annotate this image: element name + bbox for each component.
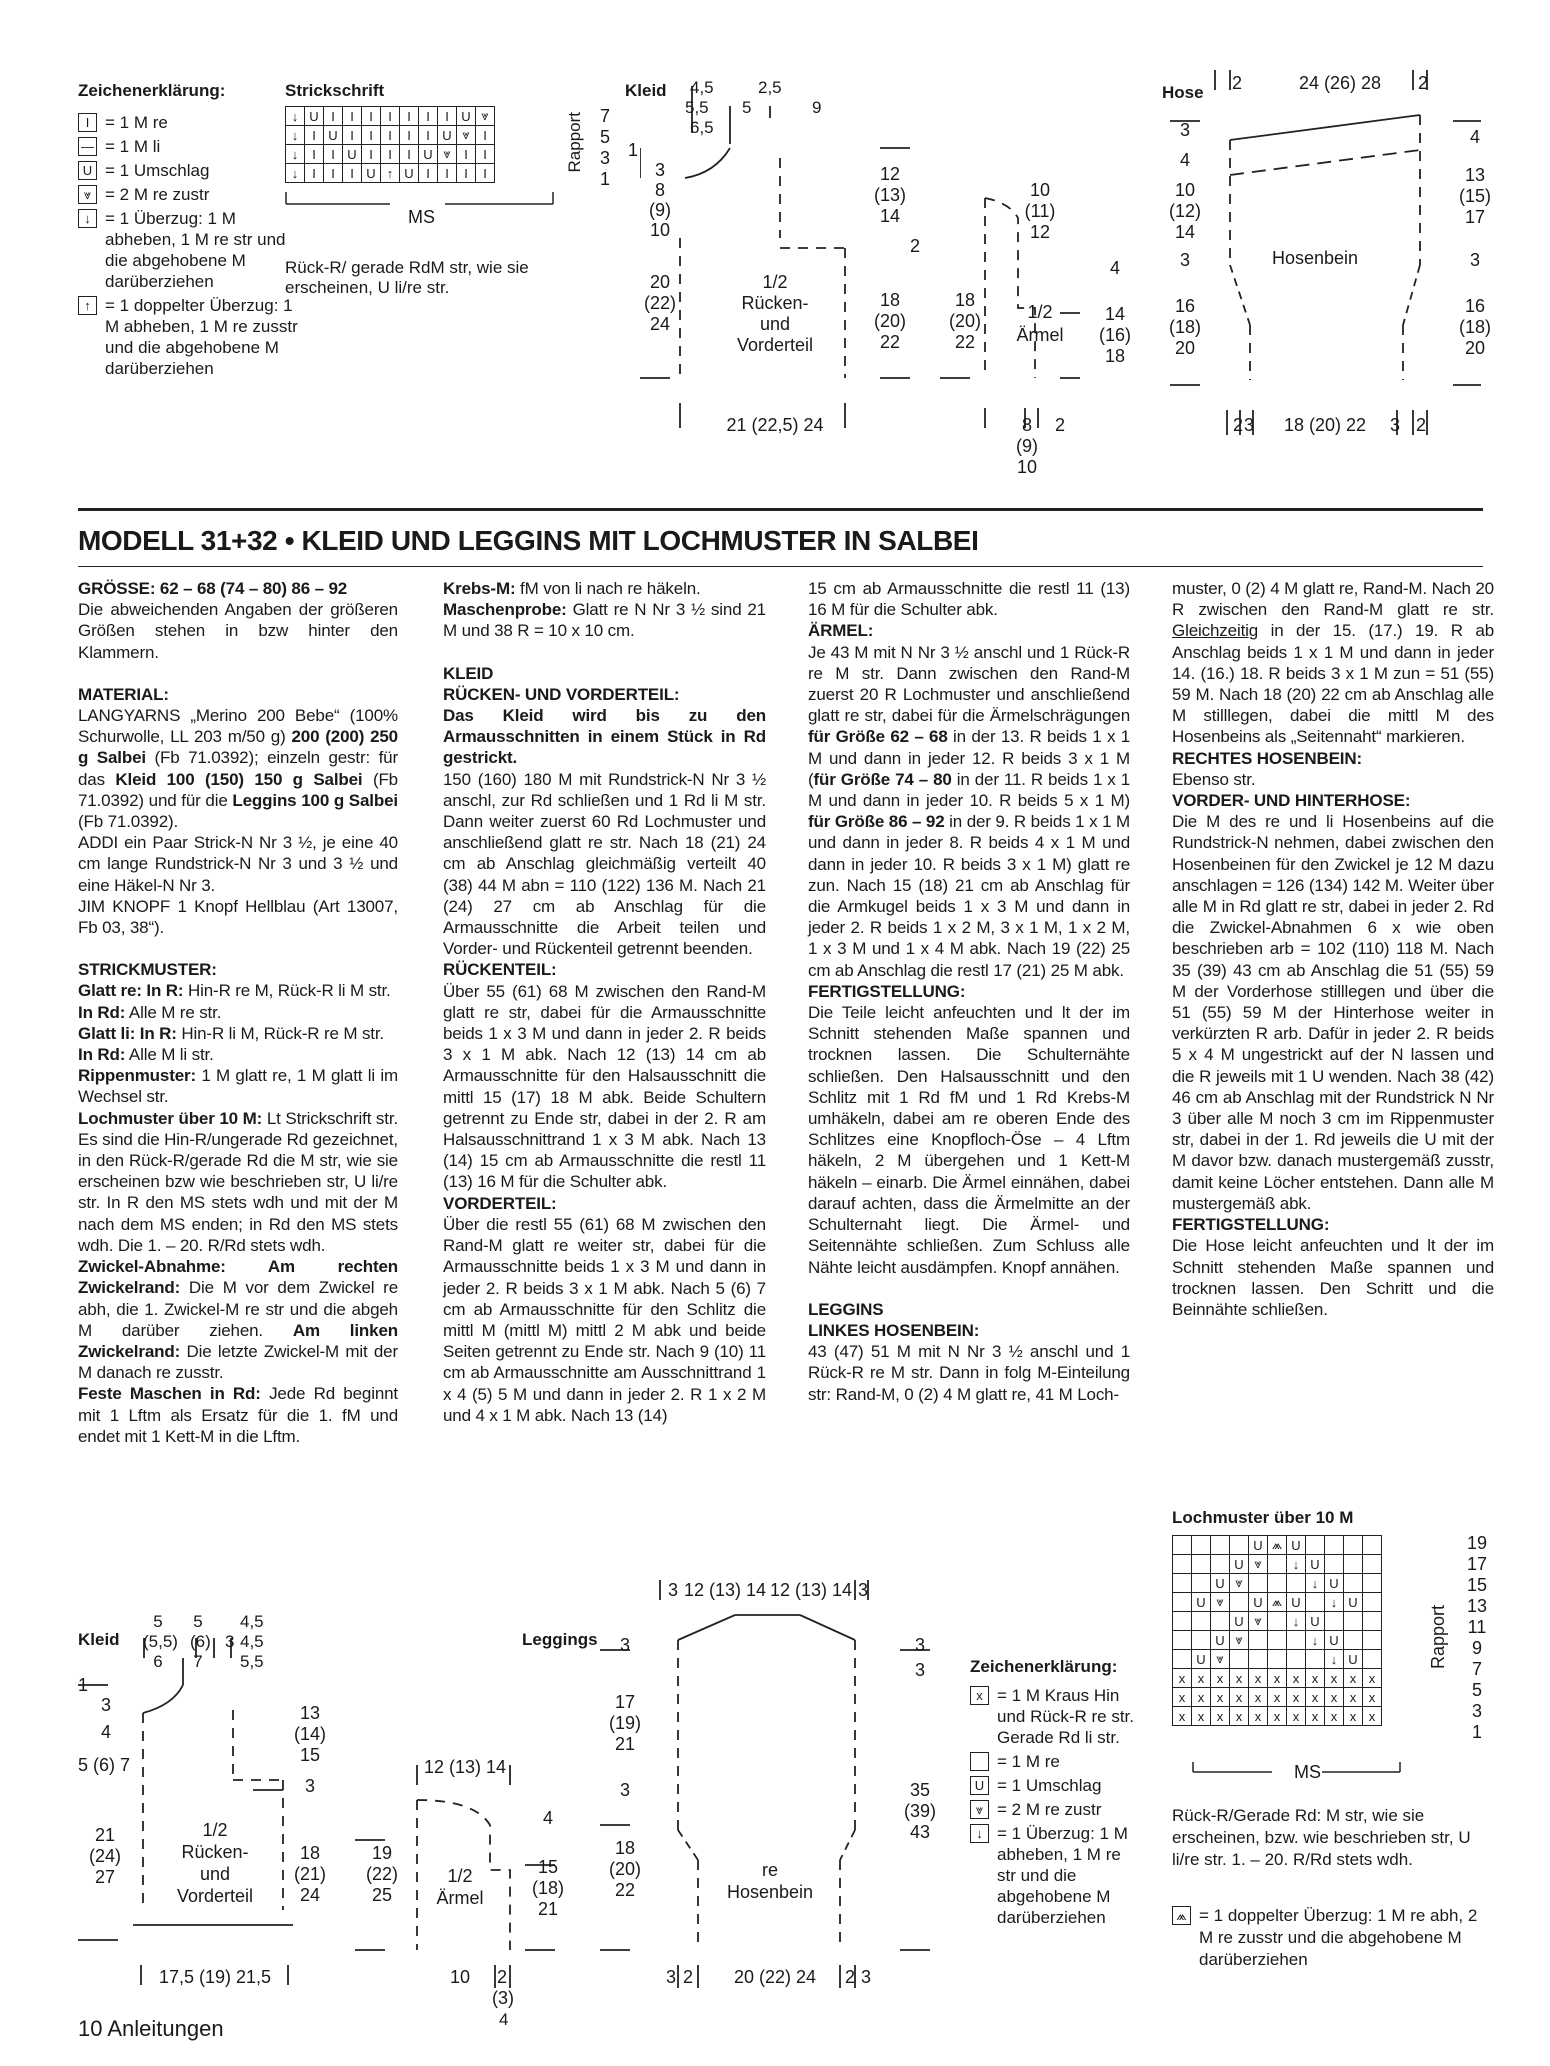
rapport-label-2: Rapport <box>1428 1605 1448 1670</box>
lochmuster-chart: U ⩕ U U ⩔ ↓ U U ⩔ ↓ U U ⩔ U ⩕ U ↓ U U ⩔ ↓ U U ⩔ ↓ U U ⩔ ↓ U x x x x x x x x x x x x x x x x x x x x x x x x x x x x x x x x x <box>1172 1535 1382 1726</box>
legend-title-2: Zeichenerklärung: <box>970 1657 1118 1676</box>
page-footer: 10 Anleitungen <box>78 2016 224 2041</box>
top-hose-schematic <box>1165 65 1485 475</box>
strickschrift-chart: ↓ U I I I I I I I U ⩔ ↓ I U I I I I I U ⩔ I ↓ I I U I I I U ⩔ I I ↓ I I I U ↑ U I I I I <box>285 106 495 183</box>
purl-symbol-icon: — <box>78 137 97 156</box>
row-numbers-2: 19 17 15 13 11 9 7 5 3 1 <box>1466 1533 1488 1742</box>
garter-symbol-icon: x <box>970 1686 989 1705</box>
knit-symbol-icon: I <box>78 113 97 132</box>
legend-text: = 1 M re <box>105 113 168 132</box>
yarn-over-symbol-icon: U <box>970 1776 989 1795</box>
legend-text: = 2 M re zustr <box>105 185 210 204</box>
strickschrift-note: Rück-R/ gerade RdM str, wie sie erscheinen, U li/re str. <box>285 258 529 297</box>
legend-list-2: x = 1 M Kraus Hin und Rück-R re str. Gerade Rd li str. = 1 M re U = 1 Umschlag ⩔ = 2 M re zustr ↓ = 1 Überzug: 1 M abheben, 1 M re str und die abgehobene M darüberziehen <box>970 1685 1140 1931</box>
k2tog-symbol-icon: ⩔ <box>970 1800 989 1819</box>
skpo-symbol-icon: ↓ <box>78 209 97 228</box>
double-decrease-symbol-icon: ↑ <box>78 296 97 315</box>
hose-label: Hose <box>1162 83 1204 102</box>
skpo-symbol-icon: ↓ <box>970 1824 989 1843</box>
double-decrease-note: ⩕ = 1 doppelter Überzug: 1 M re abh, 2 M re zusstr und die abgehobene M darüberziehen <box>1172 1905 1494 1971</box>
legend-text: = 1 doppelter Überzug: 1 M abheben, 1 M re zusstr und die abgehobene M darüberziehen <box>105 296 298 378</box>
text-column-1: GRÖSSE: 62 – 68 (74 – 80) 86 – 92 Die abweichenden Angaben der größeren Größen stehen in bzw hinter den Klammern. MATERIAL: LANGYARNS „Merino 200 Bebe“ (100% Schurwolle, LL 203 m/50 g) 200 (200) 250 g Salbei (Fb 71.0392); einzeln gestr: für das Kleid 100 (150) 150 g Salbei (Fb 71.0392) und für die Leggins 100 g Salbei (Fb 71.0392). ADDI ein Paar Strick-N Nr 3 ½, je eine 40 cm lange Rundstrick-N Nr 3 und 3 ½ und eine Häkel-N Nr 3. JIM KNOPF 1 Knopf Hellblau (Art 13007, Fb 03, 38“). STRICKMUSTER: Glatt re: In R: Hin-R re M, Rück-R li M str. In Rd: Alle M re str. Glatt li: In R: Hin-R li M, Rück-R re M str. In Rd: Alle M li str. Rippenmuster: 1 M glatt re, 1 M glatt li im Wechsel str. Lochmuster über 10 M: Lt Strickschrift str. Es sind die Hin-R/ungerade Rd gezeichnet, in den Rück-R/gerade Rd die M str, wie sie erscheinen bzw wie beschrieben str, U li/re str. In R den MS stets wdh und mit der M nach dem MS enden; in Rd den MS stets wdh. Die 1. – 20. R/Rd stets wdh. Zwickel-Abnahme: Am rechten Zwickelrand: Die M vor dem Zwickel re abh, die 1. Zwickel-M re str und die abgeh M darüber ziehen. Am linken Zwickelrand: Die letzte Zwickel-M mit der M danach re zusstr. Feste Maschen in Rd: Jede Rd beginnt mit 1 Lftm als Ersatz für die 1. fM und endet mit 1 Kett-M in die Lftm. <box>78 579 399 1446</box>
double-decrease-symbol-icon: ⩕ <box>1172 1906 1191 1925</box>
strickschrift-title: Strickschrift <box>285 81 385 100</box>
k2tog-symbol-icon: ⩔ <box>78 185 97 204</box>
legend-text: = 1 Umschlag <box>105 161 210 180</box>
legend-list <box>78 112 308 382</box>
text-column-3: 15 cm ab Armausschnitte die restl 11 (13) 16 M für die Schulter abk. ÄRMEL: Je 43 M mit N Nr 3 ½ anschl und 1 Rück-R re M str. Dann zwischen den Rand-M zuerst 20 R Lochmuster und anschließend glatt re str, dabei für die Ärmelschrägungen für Größe 62 – 68 in der 13. R beids 1 x 1 M und dann in jeder 12. R beids 3 x 1 M (für Größe 74 – 80 in der 11. R beids 1 x 1 M und dann in jeder 10. R beids 5 x 1 M) für Größe 86 – 92 in der 9. R beids 1 x 1 M und dann in jeder 8. R beids 4 x 1 M und dann in jeder 10. R beids 3 x 1 M) glatt re zun. Nach 15 (18) 21 cm ab Anschlag für die Armkugel beids 1 x 3 M und dann in jeder 2. R beids 1 x 2 M, 3 x 1 M, 1 x 2 M, 1 x 3 M und 1 x 4 M abk. Nach 19 (22) 25 cm ab Anschlag die restl 17 (21) 25 M abk. FERTIGSTELLUNG: Die Teile leicht anfeuchten und lt der im Schnitt stehenden Maße spannen und trocknen lassen. Die Schulternähte schließen. Den Halsausschnitt und den Schlitz mit 1 Rd fM und 1 Rd Krebs-M umhäkeln, dabei am re oberen Ende des Schlitzes eine Knopfloch-Öse – 4 Lftm häkeln, 2 M übergehen und 1 Kett-M häkeln – einarb. Die Ärmel einnähen, dabei darauf achten, dass die Ärmelmitte an der Schulternaht liegt. Die Ärmel- und Seitennähte schließen. Zum Schluss alle Nähte leicht ausdämpfen. Knopf annähen. LEGGINS LINKES HOSENBEIN: 43 (47) 51 M mit N Nr 3 ½ anschl und 1 Rück-R re M str. Dann in folg M-Einteilung str: Rand-M, 0 (2) 4 M glatt re, 41 M Loch- <box>808 579 1131 1404</box>
text-column-4: muster, 0 (2) 4 M glatt re, Rand-M. Nach 20 R zwischen den Rand-M glatt re str. Gleichzeitig in der 15. (17.) 19. R ab Anschlag beids 1 x 1 M und dann in jeder 14. (16.) 18. R beids 3 x 1 M zun = 51 (55) 59 M. Nach 18 (20) 22 cm ab Anschlag alle M stilllegen, dabei die mittl M des Hosenbeins als „Seitennaht“ markieren. RECHTES HOSENBEIN: Ebenso str. VORDER- UND HINTERHOSE: Die M des re und li Hosenbeins auf die Rundstrick-N nehmen, dabei zwischen den Hosenbeinen für den Zwickel je 12 M dazu anschlagen = 126 (134) 142 M. Weiter über alle M in Rd glatt re str, dabei in jeder 2. Rd die Zwickel-Abnahmen 6 x wie oben beschrieben arb = 102 (110) 118 M. Nach 35 (39) 43 cm ab Anschlag die 51 (55) 59 M der Vorderhose stilllegen und über die 51 (55) 59 M der Hinterhose weiter in verkürzten R arb. Dafür in jeder 2. R beids 5 x 4 M ungestrickt auf der N lassen und die R jeweils mit 1 U wenden. Nach 38 (42) 46 cm ab Anschlag mit der Rundstrick N Nr 3 über alle M noch 3 cm im Rippenmuster str, dabei in der 1. Rd jeweils die U mit der M davor bzw. danach mustergemäß zusstr, damit keine Löcher entstehen. Dann alle M mustergemäß abk. FERTIGSTELLUNG: Die Hose leicht anfeuchten und lt der im Schnitt stehenden Maße spannen und trocknen lassen. Den Schritt und die Beinnähte schließen. <box>1172 579 1494 1319</box>
knit-symbol-icon <box>970 1752 989 1771</box>
legend-title: Zeichenerklärung: <box>78 81 226 100</box>
row-numbers: 7 5 3 1 <box>600 106 611 189</box>
rapport-label: Rapport <box>565 112 584 173</box>
page-title: MODELL 31+32 • KLEID UND LEGGINS MIT LOCHMUSTER IN SALBEI <box>78 508 1483 567</box>
lochmuster-note: Rück-R/Gerade Rd: M str, wie sie erscheinen, bzw. wie beschrieben str, U li/re str. 1. – 20. R/Rd stets wdh. <box>1172 1806 1471 1869</box>
legend-text: = 1 Überzug: 1 M abheben, 1 M re str und die abgehobene M darüberziehen <box>105 209 286 291</box>
legend-text: = 1 M li <box>105 137 161 156</box>
lochmuster-title: Lochmuster über 10 M <box>1172 1508 1354 1527</box>
leggings-label: Leggings <box>522 1630 598 1649</box>
ms-label-2: MS <box>1294 1762 1321 1782</box>
kleid-label: Kleid <box>625 81 667 100</box>
kleid-label-2: Kleid <box>78 1630 120 1649</box>
yarn-over-symbol-icon: U <box>78 161 97 180</box>
ms-label: MS <box>408 207 435 227</box>
text-column-2: Krebs-M: fM von li nach re häkeln. Maschenprobe: Glatt re N Nr 3 ½ sind 21 M und 38 R = 10 x 10 cm. KLEID RÜCKEN- UND VORDERTEIL: Das Kleid wird bis zu den Armausschnitten in einem Stück in Rd gestrickt. 150 (160) 180 M mit Rundstrick-N Nr 3 ½ anschl, zur Rd schließen und 1 Rd li M str. Dann weiter zuerst 60 Rd Lochmuster und anschließend glatt re str. Nach 18 (21) 24 cm ab Anschlag gleichmäßig verteilt 40 (38) 44 M abn = 110 (122) 136 M. Nach 21 (24) 27 cm ab Anschlag für die Armausschnitte die Arbeit teilen und Vorder- und Rückenteil getrennt beenden. RÜCKENTEIL: Über 55 (61) 68 M zwischen den Rand-M glatt re str, dabei für die Armausschnitte beids 1 x 3 M und dann in jeder 2. R beids 3 x 1 M abk. Nach 12 (13) 14 cm ab Armausschnitte für den Halsausschnitt die mittl 15 (17) 18 M abk. Beide Schultern getrennt zu Ende str, dabei in der 2. R am Halsausschnittrand 1 x 3 M abk. Nach 13 (14) 15 cm ab Armausschnitte die restl 11 (13) 16 M für die Schulter abk. VORDERTEIL: Über die restl 55 (61) 68 M zwischen den Rand-M glatt re weiter str, dabei für die Armausschnitte beids 1 x 3 M und dann in jeder 2. R beids 3 x 1 M abk. Nach 5 (6) 7 cm ab Armausschnitte für den Schlitz die mittl M (mittl M) mittl 2 M abk und beide Seiten getrennt zu Ende str. Nach 9 (10) 11 cm ab Armausschnitte am Ausschnittrand 1 x 4 (5) 5 M und dann in jeder 2. R 1 x 2 M und 4 x 1 M abk. Nach 13 (14) <box>443 579 766 1425</box>
